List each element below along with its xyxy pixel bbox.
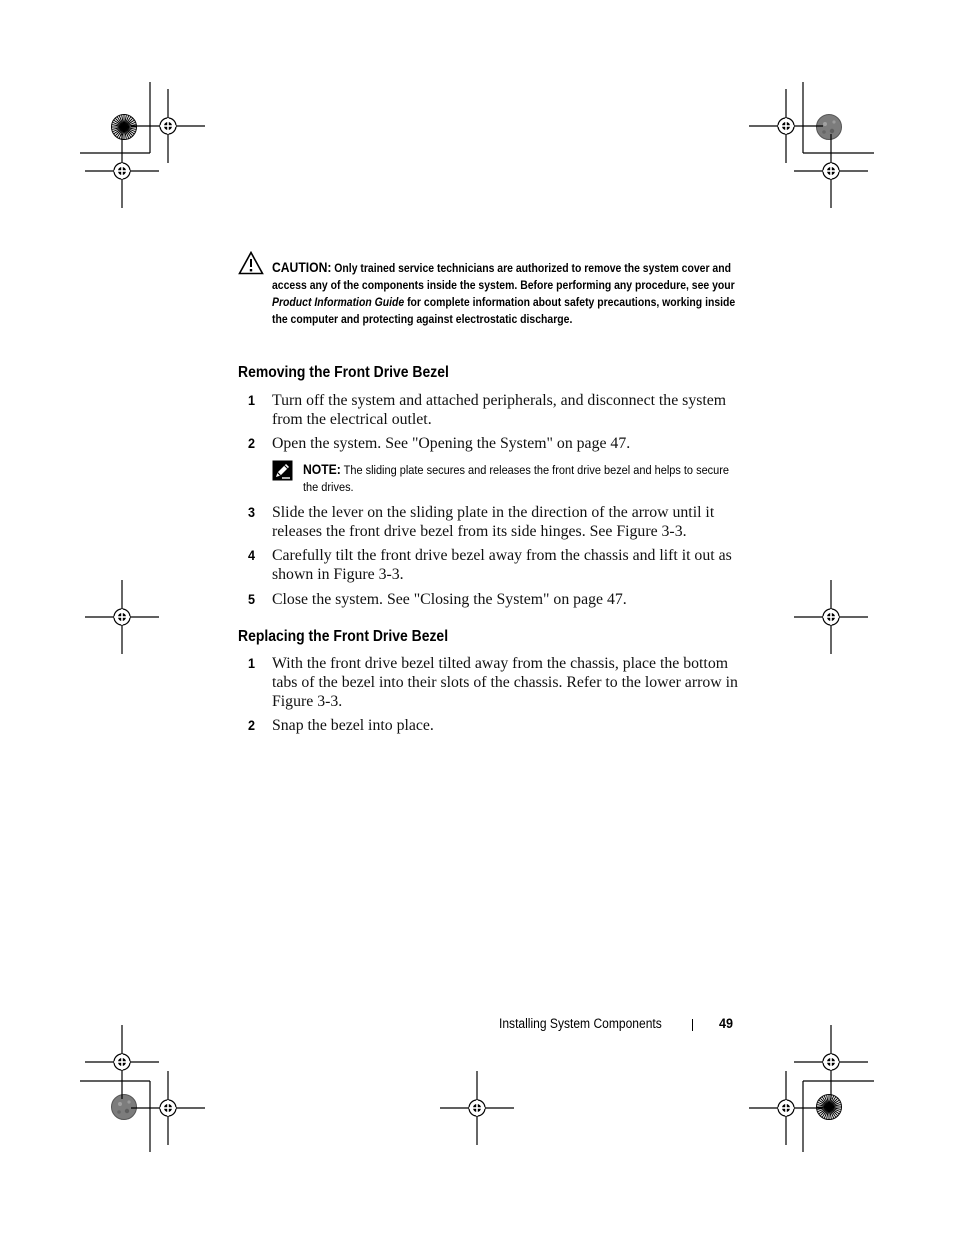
section-heading-replacing: Replacing the Front Drive Bezel: [238, 628, 449, 645]
caution-text: [272, 259, 742, 328]
step-text: Open the system. See "Opening the System" on page 47.: [272, 435, 631, 452]
caution-triangle-icon: [238, 251, 264, 275]
step-number: 4: [248, 547, 256, 563]
step-text: Snap the bezel into place.: [272, 717, 434, 734]
section-heading-removing: Removing the Front Drive Bezel: [238, 364, 449, 381]
step-text: Slide the lever on the sliding plate in the direction of the arrow until it releases the front drive bezel from its side hinges. See Figure 3-3.: [272, 504, 715, 540]
step-number: 5: [248, 591, 256, 607]
caution-label: CAUTION:: [272, 260, 332, 275]
step-number: 2: [248, 435, 256, 451]
step-number: 1: [248, 655, 256, 671]
step-text: Carefully tilt the front drive bezel away from the chassis and lift it out as shown in Figure 3-3.: [272, 547, 732, 583]
step-number: 1: [248, 392, 256, 408]
footer-section-title: Installing System Components: [499, 1016, 662, 1031]
note-body: The sliding plate secures and releases the front drive bezel and helps to secure the drives.: [303, 463, 730, 494]
step-number: 3: [248, 504, 256, 520]
step-number: 2: [248, 717, 256, 733]
product-information-guide-title: Product Information Guide: [272, 296, 405, 309]
page-number: 49: [719, 1015, 734, 1031]
step-text: Turn off the system and attached peripherals, and disconnect the system from the electrical outlet.: [272, 392, 727, 428]
note-label: NOTE:: [303, 462, 341, 477]
footer-divider: [692, 1019, 693, 1031]
caution-body-end: for complete information about safety precautions, working inside the computer and protecting against electrostatic discharge.: [272, 296, 736, 326]
caution-body: Only trained service technicians are authorized to remove the system cover and access any of the components inside the system. Before performing any procedure, see your: [272, 262, 735, 292]
note-pencil-icon: [272, 460, 293, 481]
step-text: With the front drive bezel tilted away from the chassis, place the bottom tabs of the bezel into their slots of the chassis. Refer to the lower arrow in Figure 3-3.: [272, 655, 738, 710]
step-text: Close the system. See "Closing the System" on page 47.: [272, 591, 627, 608]
note-text: [303, 461, 744, 496]
